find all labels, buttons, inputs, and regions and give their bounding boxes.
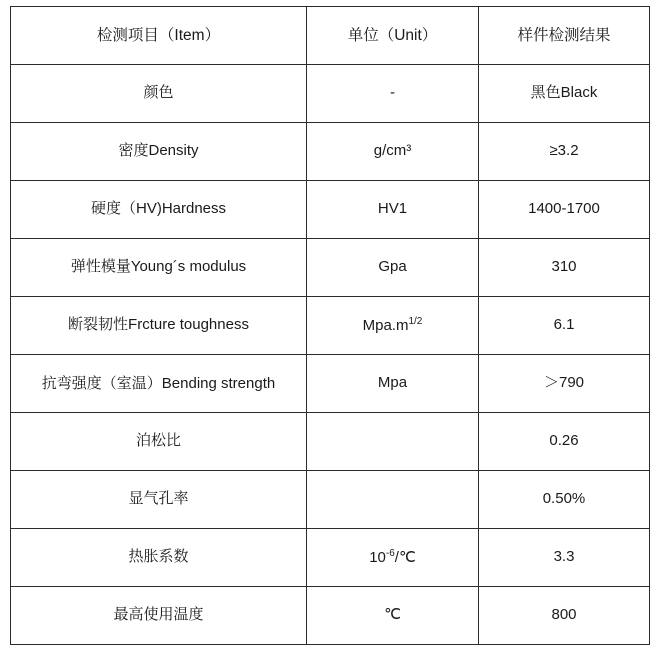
table-row [11, 587, 650, 645]
cell-item: 密度Density [11, 123, 307, 181]
cell-item: 颜色 [11, 65, 307, 123]
cell-result: 1400-1700 [479, 181, 650, 239]
cell-item: 断裂韧性Frcture toughness [11, 297, 307, 355]
table-row [11, 355, 650, 413]
table-row [11, 471, 650, 529]
cell-item: 显气孔率 [11, 471, 307, 529]
header-unit: 单位（Unit） [307, 7, 479, 65]
cell-result: 6.1 [479, 297, 650, 355]
cell-result: ≥3.2 [479, 123, 650, 181]
unit-exponent: -6 [385, 547, 395, 559]
cell-unit: ℃ [307, 587, 479, 645]
cell-unit [307, 413, 479, 471]
cell-result: ＞790 [479, 355, 650, 413]
cell-result: 800 [479, 587, 650, 645]
cell-unit [307, 471, 479, 529]
header-item: 检测项目（Item） [11, 7, 307, 65]
cell-result: 310 [479, 239, 650, 297]
cell-unit: Gpa [307, 239, 479, 297]
cell-item: 最高使用温度 [11, 587, 307, 645]
cell-result: 3.3 [479, 529, 650, 587]
cell-item-text: 抗弯强度（室温）Bending strength [41, 374, 276, 392]
table-row [11, 65, 650, 123]
table-row [11, 181, 650, 239]
cell-item: 弹性模量Young´s modulus [11, 239, 307, 297]
unit-exponent: 1/2 [408, 315, 423, 327]
cell-unit [307, 297, 479, 355]
cell-item: 硬度（HV)Hardness [11, 181, 307, 239]
cell-item [11, 355, 307, 413]
material-properties-table [10, 6, 650, 645]
unit-tail: /℃ [394, 548, 416, 566]
cell-unit: g/cm³ [307, 123, 479, 181]
cell-unit: - [307, 65, 479, 123]
cell-result: 0.50% [479, 471, 650, 529]
cell-result: 黑色Black [479, 65, 650, 123]
unit-main: 10 [369, 548, 386, 566]
cell-item: 泊松比 [11, 413, 307, 471]
cell-unit: HV1 [307, 181, 479, 239]
table-row [11, 529, 650, 587]
table-row [11, 413, 650, 471]
cell-unit: Mpa [307, 355, 479, 413]
header-result: 样件检测结果 [479, 7, 650, 65]
table-row [11, 123, 650, 181]
unit-main: Mpa.m [362, 316, 409, 334]
cell-item: 热胀系数 [11, 529, 307, 587]
table-row [11, 239, 650, 297]
cell-result: 0.26 [479, 413, 650, 471]
cell-unit [307, 529, 479, 587]
table-header-row [11, 7, 650, 65]
table-row [11, 297, 650, 355]
